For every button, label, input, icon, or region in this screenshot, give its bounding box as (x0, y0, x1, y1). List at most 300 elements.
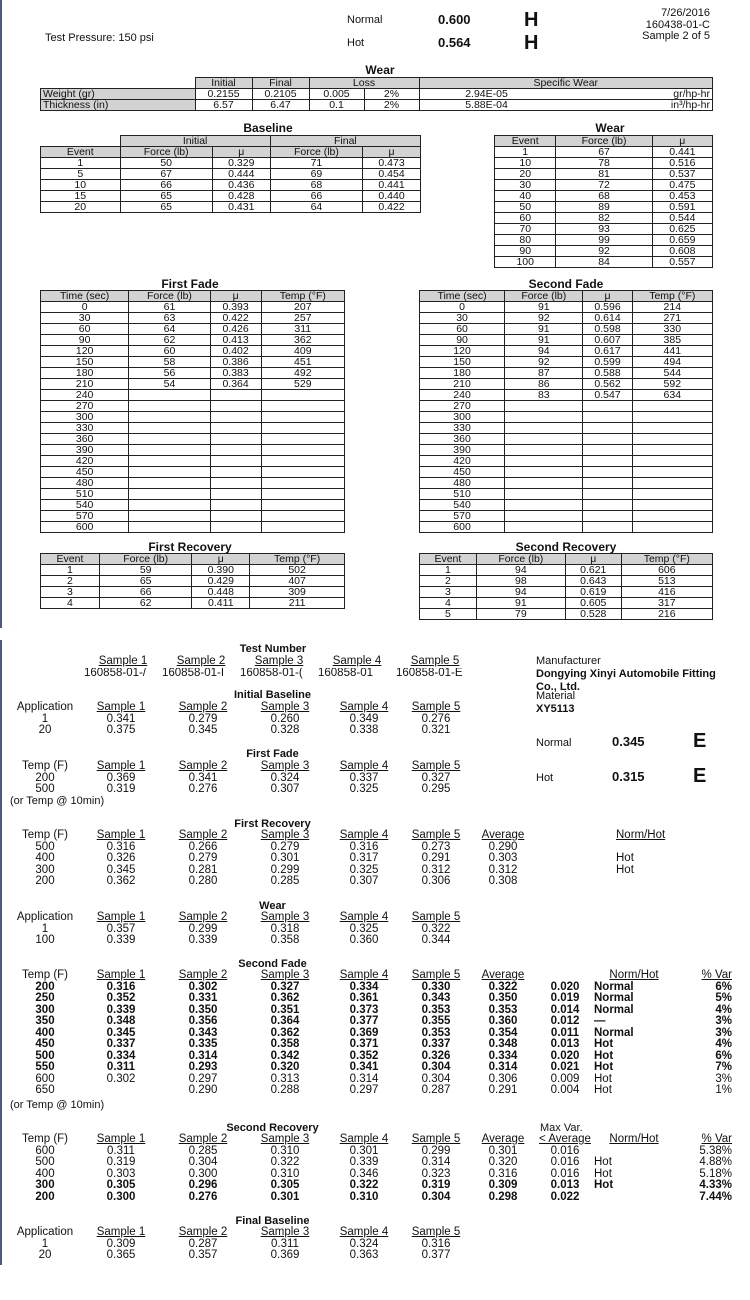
column-header: Sample 2 (178, 969, 228, 981)
table-cell (505, 467, 583, 478)
table-cell: Hot (594, 1072, 612, 1085)
table-cell: Normal (594, 980, 634, 993)
table-cell (632, 489, 712, 500)
table-cell: Normal (594, 992, 634, 1004)
table-cell: 0.316 (349, 840, 379, 853)
table-row (420, 434, 713, 445)
table-cell: 63 (129, 313, 210, 324)
col-initial: Initial (195, 78, 252, 89)
table-cell: 0.295 (421, 783, 451, 795)
table-row (420, 335, 713, 346)
table-cell: 87 (505, 368, 583, 379)
table-cell: 420 (420, 456, 505, 467)
table-cell (583, 412, 632, 423)
table-row (420, 390, 713, 401)
table-cell (129, 489, 210, 500)
table-cell (505, 478, 583, 489)
table-cell: 300 (35, 863, 55, 876)
table-row (41, 522, 345, 533)
test-number-table (84, 656, 474, 679)
table-cell: 0.619 (565, 587, 621, 598)
table-cell (210, 456, 261, 467)
table-cell: 0.305 (270, 1179, 300, 1191)
table-cell: 5.18% (699, 1167, 732, 1180)
table-cell (632, 500, 712, 511)
table-row (420, 467, 713, 478)
table-cell: 0.364 (210, 379, 261, 390)
table-cell: 350 (35, 1015, 55, 1027)
table-cell: 200 (35, 980, 55, 993)
table-cell: 0.377 (349, 1015, 379, 1027)
table-cell: 0.324 (349, 1237, 379, 1250)
column-header: Sample 4 (339, 760, 389, 772)
table-cell: 0.311 (271, 1237, 299, 1250)
final-baseline-title: Final Baseline (235, 1215, 310, 1227)
wear-summary-table (40, 77, 713, 111)
table-cell: 510 (41, 489, 129, 500)
table-cell (261, 456, 344, 467)
table-cell: 0.355 (421, 1015, 451, 1027)
table-cell: 540 (420, 500, 505, 511)
table-cell: 500 (35, 840, 55, 853)
column-header: Sample 3 (260, 1133, 310, 1145)
column-header: Sample 2 (178, 701, 228, 713)
first-fade-title: First Fade (161, 277, 219, 291)
table-row (495, 235, 713, 246)
table-cell: 0.375 (106, 724, 136, 736)
column-header: Application (16, 1226, 74, 1238)
table-cell: 400 (35, 852, 55, 864)
table-cell: 0.390 (192, 565, 250, 576)
table-row (420, 346, 713, 357)
summary-second-recovery-table (10, 1134, 732, 1203)
table-cell: 0.351 (270, 1003, 300, 1016)
summary-first-recovery-title: First Recovery (234, 818, 311, 830)
table-cell: 544 (632, 368, 712, 379)
table-cell (210, 390, 261, 401)
table-cell: 0.276 (188, 783, 218, 795)
table-row (41, 346, 345, 357)
baseline-group-initial: Initial (120, 136, 270, 147)
column-header: Sample 2 (178, 911, 228, 923)
summary-second-fade-title: Second Fade (238, 958, 307, 970)
table-cell: 0.444 (212, 169, 270, 180)
table-cell: 0.393 (210, 302, 261, 313)
table-cell: 250 (35, 992, 55, 1004)
table-row (420, 445, 713, 456)
table-cell: 81 (556, 169, 652, 180)
table-row (41, 180, 421, 191)
table-cell (261, 500, 344, 511)
table-cell: 7.44% (699, 1190, 732, 1203)
table-row (420, 324, 713, 335)
header-row (10, 970, 732, 982)
table-cell: 0.341 (106, 712, 136, 725)
table-cell (632, 522, 712, 533)
table-cell (129, 456, 210, 467)
table-cell: Hot (594, 1084, 612, 1096)
table-cell: 0.598 (583, 324, 632, 335)
table-cell: 0.304 (188, 1156, 218, 1168)
column-header: Sample 5 (411, 760, 461, 772)
column-header: Sample 4 (339, 829, 389, 841)
table-cell: 0.339 (349, 1156, 379, 1168)
material-value: XY5113 (536, 703, 575, 715)
table-cell: 10 (495, 158, 556, 169)
table-cell: 0.436 (212, 180, 270, 191)
table-row (420, 456, 713, 467)
table-cell: 330 (632, 324, 712, 335)
table-cell: 0.312 (421, 863, 451, 876)
table-cell: 4.33% (699, 1179, 732, 1191)
table-cell: 300 (35, 1179, 55, 1191)
table-cell: 0.345 (106, 1026, 136, 1039)
table-row (41, 434, 345, 445)
table-cell: 0.428 (212, 191, 270, 202)
column-header: Sample 1 (96, 1226, 146, 1238)
table-cell: 0.608 (652, 246, 712, 257)
table-cell: 0.322 (421, 922, 451, 935)
table-cell: 91 (476, 598, 565, 609)
table-cell: 0.357 (188, 1249, 218, 1261)
table-cell: 0.341 (188, 771, 218, 784)
table-cell: 634 (632, 390, 712, 401)
table-cell: 120 (41, 346, 129, 357)
table-cell: 0.300 (106, 1190, 136, 1203)
table-cell: 4% (715, 1038, 732, 1050)
table-cell (583, 500, 632, 511)
table-cell: 210 (41, 379, 129, 390)
table-cell (210, 434, 261, 445)
table-cell: 0.279 (270, 840, 300, 853)
table-cell: 0.319 (106, 783, 136, 795)
table-row (41, 598, 345, 609)
table-cell: 0.322 (270, 1156, 300, 1168)
column-header: Sample 5 (411, 1226, 461, 1238)
table-cell: 240 (420, 390, 505, 401)
table-row (10, 1039, 732, 1051)
table-row (420, 357, 713, 368)
table-cell: 0.364 (270, 1015, 300, 1027)
table-cell: 94 (476, 565, 565, 576)
table-cell: 56 (129, 368, 210, 379)
table-cell: 500 (35, 783, 55, 795)
table-cell: 90 (420, 335, 505, 346)
table-cell (505, 423, 583, 434)
table-cell: 0.356 (188, 1015, 218, 1027)
table-cell: 0.290 (188, 1084, 218, 1096)
table-cell: 600 (35, 1072, 55, 1085)
table-cell: 441 (632, 346, 712, 357)
table-cell: 92 (556, 246, 652, 257)
table-cell: 0.318 (270, 922, 300, 935)
table-cell: 0 (420, 302, 505, 313)
table-cell (129, 401, 210, 412)
column-header: Sample 5 (411, 911, 461, 923)
table-cell: 91 (505, 324, 583, 335)
column-header: Average (481, 969, 525, 981)
table-cell (210, 467, 261, 478)
table-cell: 0.330 (421, 980, 451, 993)
summary-hot-grade: E (693, 765, 707, 787)
table-cell: 210 (420, 379, 505, 390)
table-cell: 0.411 (192, 598, 250, 609)
table-cell (536, 876, 674, 888)
table-cell (632, 478, 712, 489)
table-cell: 1 (41, 922, 49, 935)
second-fade-title: Second Fade (528, 277, 604, 291)
column-header: % Var (701, 969, 732, 981)
table-cell: 65 (120, 202, 212, 213)
table-cell: 0.431 (212, 202, 270, 213)
table-cell (210, 478, 261, 489)
table-row (420, 609, 713, 620)
table-cell: 0.448 (192, 587, 250, 598)
table-cell: 0.293 (188, 1061, 218, 1073)
table-cell: 0.290 (488, 840, 518, 853)
table-cell (505, 511, 583, 522)
table-cell: 0.331 (188, 992, 218, 1004)
test-number-title: Test Number (239, 643, 307, 655)
table-row (420, 522, 713, 533)
table-cell: 0.291 (421, 852, 451, 864)
table-cell: 207 (261, 302, 344, 313)
column-header: Average (481, 1133, 525, 1145)
table-cell: 15 (41, 191, 121, 202)
table-cell (583, 522, 632, 533)
column-header: Sample 4 (339, 701, 389, 713)
table-row (41, 500, 345, 511)
column-header: Sample 1 (96, 911, 146, 923)
table-cell: 0.614 (583, 313, 632, 324)
column-header: Application (16, 911, 74, 923)
table-cell: 0.643 (565, 576, 621, 587)
table-cell: 0.605 (565, 598, 621, 609)
first-fade-table: Time (sec) Force (lb) μ Temp (°F) 0 61 0.393 207 30 63 0.422 257 60 64 0.426 311 90 62 0.413 362 120 60 0.402 409 150 58 0.386 451 180 56 0.383 492 210 54 0.364 529 240 270 300 330 360 390 420 450 480 510 540 570 600 (40, 290, 345, 533)
table-cell (261, 489, 344, 500)
table-cell: 82 (556, 213, 652, 224)
table-cell: 0.303 (106, 1167, 136, 1180)
sample-header: Sample 1 (98, 655, 148, 667)
table-row (10, 1192, 732, 1204)
table-cell: 69 (270, 169, 362, 180)
sample-header: Sample 3 (254, 655, 304, 667)
table-row (495, 202, 713, 213)
table-cell (210, 522, 261, 533)
table-cell: 66 (99, 587, 191, 598)
table-cell: 68 (556, 191, 652, 202)
table-cell: 10 (41, 180, 121, 191)
table-cell: Hot (594, 1179, 614, 1191)
table-cell: 0.324 (270, 771, 300, 784)
table-row (495, 191, 713, 202)
table-cell: Hot (594, 1049, 614, 1062)
table-cell: 0.557 (652, 257, 712, 268)
table-row (41, 456, 345, 467)
second-fade-table: Time (sec) Force (lb) μ Temp (°F) 0 91 0.596 214 30 92 0.614 271 60 91 0.598 330 90 91 0.607 385 120 94 0.617 441 150 92 0.599 494 180 87 0.588 544 210 86 0.562 592 240 83 0.547 634 270 300 330 360 390 420 450 480 510 540 570 600 (419, 290, 713, 533)
table-cell: 0.528 (565, 609, 621, 620)
table-cell: 0.013 (550, 1179, 580, 1191)
table-cell: — (594, 1015, 606, 1027)
table-cell: 89 (556, 202, 652, 213)
table-cell: 390 (420, 445, 505, 456)
column-header: Sample 3 (260, 969, 310, 981)
report-meta (560, 8, 710, 43)
table-row (420, 511, 713, 522)
table-cell: 0.326 (106, 852, 136, 864)
column-header: Sample 1 (96, 701, 146, 713)
table-cell: 0.354 (488, 1026, 518, 1039)
table-cell: 0.312 (488, 863, 518, 876)
table-cell: 0.360 (488, 1015, 518, 1027)
table-row (495, 246, 713, 257)
table-row (41, 565, 345, 576)
table-cell: 0.607 (583, 335, 632, 346)
table-row (41, 478, 345, 489)
table-cell: 0.013 (550, 1038, 580, 1050)
table-cell: 200 (35, 1190, 55, 1203)
table-cell (583, 467, 632, 478)
normal-grade: H (524, 9, 539, 31)
table-cell: 0.441 (363, 180, 421, 191)
sample-test-id: 160858-01-/ (84, 667, 147, 679)
table-cell: 0.310 (270, 1144, 300, 1157)
table-cell: 50 (120, 158, 212, 169)
table-cell: 330 (41, 423, 129, 434)
table-cell: 0.316 (106, 980, 136, 993)
table-row (41, 412, 345, 423)
column-header: Temp (F) (22, 760, 68, 772)
table-cell: 0.301 (488, 1144, 518, 1157)
table-cell (505, 434, 583, 445)
column-header: Sample 1 (96, 760, 146, 772)
table-cell: 0.317 (349, 852, 379, 864)
table-cell: 0.314 (349, 1072, 379, 1085)
column-header: Sample 4 (339, 1133, 389, 1145)
manufacturer-name: Dongying Xinyi Automobile Fitting Co., Ltd. (536, 668, 716, 693)
table-cell: 0.335 (188, 1038, 218, 1050)
table-cell: 0.301 (270, 852, 300, 864)
sample-test-id: 160858-01 (318, 667, 373, 679)
table-cell: 0.319 (106, 1156, 136, 1168)
table-cell (210, 445, 261, 456)
header-row (10, 1134, 732, 1146)
table-cell: 0.422 (363, 202, 421, 213)
sample-header: Sample 5 (410, 655, 460, 667)
table-cell: 450 (35, 1038, 55, 1050)
table-cell: 0.328 (270, 724, 300, 736)
table-row (41, 401, 345, 412)
table-cell: 0.402 (210, 346, 261, 357)
table-cell: 529 (261, 379, 344, 390)
table-cell: 510 (420, 489, 505, 500)
table-cell: 0.440 (363, 191, 421, 202)
table-cell (505, 456, 583, 467)
table-cell: 92 (505, 313, 583, 324)
summary-hot-label: Hot (536, 772, 554, 784)
table-cell: 0.320 (270, 1061, 300, 1073)
table-cell: 5 (420, 609, 477, 620)
header-row (10, 830, 674, 842)
report-sample-of: Sample 2 of 5 (642, 30, 710, 42)
table-cell: 500 (35, 1049, 55, 1062)
wear-row-weight: Weight (gr) 0.2155 0.2105 0.005 2% 2.94E-05 gr/hp-hr (41, 89, 713, 100)
table-row (420, 368, 713, 379)
header-row (10, 761, 470, 773)
report-test-id: 160438-01-C (645, 18, 710, 31)
table-cell: 407 (250, 576, 345, 587)
table-cell: 0.309 (106, 1237, 136, 1250)
table-cell (129, 500, 210, 511)
table-cell: 0.298 (488, 1190, 518, 1203)
table-cell: 60 (495, 213, 556, 224)
table-cell: 0.299 (188, 922, 218, 935)
table-cell: 0.311 (107, 1144, 135, 1157)
table-cell: 650 (35, 1084, 55, 1096)
table-cell: 0.596 (583, 302, 632, 313)
table-cell: 360 (41, 434, 129, 445)
table-cell: Normal (594, 1026, 634, 1039)
table-cell: 0.353 (488, 1003, 518, 1016)
table-cell: 300 (420, 412, 505, 423)
table-cell: 330 (420, 423, 505, 434)
column-header: Sample 3 (260, 701, 310, 713)
table-cell (505, 500, 583, 511)
table-cell: 0.310 (270, 1167, 300, 1180)
table-cell: 0.299 (270, 863, 300, 876)
table-cell: 0.322 (488, 980, 518, 993)
table-cell: 0.022 (550, 1190, 580, 1203)
column-header: Sample 1 (96, 829, 146, 841)
table-cell: 0.287 (421, 1084, 451, 1096)
table-cell: 0.369 (106, 771, 136, 784)
summary-normal-label: Normal (536, 737, 572, 749)
table-cell: 0.004 (550, 1084, 580, 1096)
table-cell (505, 522, 583, 533)
table-cell: 99 (556, 235, 652, 246)
table-cell (261, 445, 344, 456)
table-cell: 0.314 (488, 1061, 518, 1073)
table-cell: 494 (632, 357, 712, 368)
table-cell: 4 (420, 598, 477, 609)
table-cell (210, 401, 261, 412)
table-cell: 0.016 (550, 1167, 580, 1180)
table-cell: 0.012 (550, 1015, 580, 1027)
hot-grade: H (524, 32, 539, 54)
table-cell: 72 (556, 180, 652, 191)
table-row (420, 412, 713, 423)
table-cell: 0.276 (188, 1190, 218, 1203)
table-cell: 0.345 (188, 724, 218, 736)
column-header: Sample 3 (260, 1226, 310, 1238)
wear-events-title: Wear (595, 121, 625, 135)
column-header: % Var (701, 1133, 732, 1145)
table-cell: 60 (420, 324, 505, 335)
table-cell: 0.453 (652, 191, 712, 202)
table-cell: 60 (129, 346, 210, 357)
table-cell (210, 511, 261, 522)
column-header: Sample 2 (178, 760, 228, 772)
table-cell: 400 (35, 1167, 55, 1180)
table-cell: 416 (621, 587, 712, 598)
table-cell: 0.334 (349, 980, 379, 993)
table-cell: 91 (505, 335, 583, 346)
table-cell: 200 (35, 875, 55, 887)
table-cell: 0.329 (212, 158, 270, 169)
table-cell: 0.297 (188, 1072, 218, 1085)
table-cell (129, 412, 210, 423)
table-cell: 100 (35, 934, 55, 946)
